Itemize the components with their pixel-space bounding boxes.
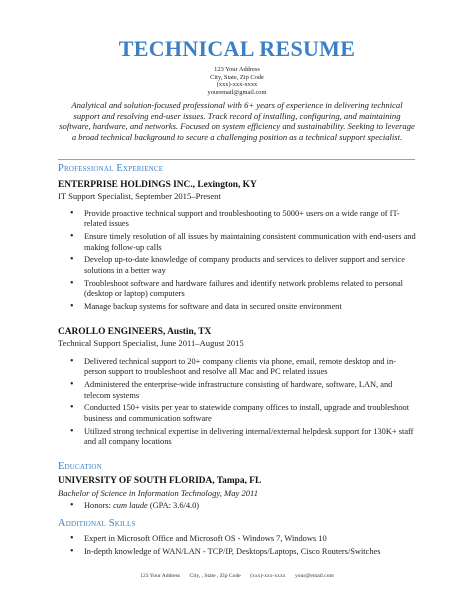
list-item: • Develop up-to-date knowledge of company products and services to deliver support and service solutions in a better way: [58, 255, 418, 276]
contact-block: [0, 66, 474, 96]
job-bullets: [58, 357, 418, 450]
list-item: • Administered the enterprise-wide infrastructure consisting of hardware, software, LAN, and telecom systems: [58, 380, 418, 401]
list-item: • Expert in Microsoft Office and Microsoft OS - Windows 7, Windows 10: [58, 534, 418, 544]
employer-name: ENTERPRISE HOLDINGS INC., Lexington, KY: [58, 180, 257, 190]
footer-city: City, , State , Zip Code: [189, 573, 241, 579]
job-role: Technical Support Specialist, June 2011–August 2015: [58, 338, 244, 348]
footer-email: your@email.com: [294, 573, 334, 579]
school-name: UNIVERSITY OF SOUTH FLORIDA, Tampa, FL: [58, 476, 262, 486]
header-divider: [58, 159, 415, 160]
skills-bullets: [58, 534, 418, 560]
contact-address: 123 Your Address: [214, 66, 260, 73]
employer-name: CAROLLO ENGINEERS, Austin, TX: [58, 327, 212, 337]
list-item: • Manage backup systems for software and data in secured onsite environment: [58, 302, 418, 312]
contact-phone: (xxx)-xxx-xxxx: [216, 81, 258, 89]
contact-email: youremail@gmail.com: [207, 88, 267, 96]
contact-city-line: City, State, Zip Code: [210, 73, 264, 81]
experience-heading: Professional Experience: [58, 163, 164, 174]
list-item: • Troubleshoot software and hardware failures and identify network problems related to personal (desktop or laptop) computers: [58, 279, 418, 300]
list-item: • Delivered technical support to 20+ company clients via phone, email, remote desktop and in-person support to troubleshoot and resolve all Mac and PC related issues: [58, 357, 418, 378]
list-item: • Ensure timely resolution of all issues by maintaining consistent communication with end-users and making follow-up calls: [58, 232, 418, 253]
education-heading: Education: [58, 461, 102, 472]
list-item: • Provide proactive technical support and troubleshooting to 5000+ users on a wide range of IT-related issues: [58, 209, 418, 230]
job-role: IT Support Specialist, September 2015–Present: [58, 191, 221, 201]
professional-summary: Analytical and solution-focused professional with 6+ years of experience in delivering technical support and resolving end-user issues. Track record of installing, configuring, and maintaining software, hardware, and networks. Focused on system efficiency and sustainability. Seeking to leverage a broad technical background to secure a challenging position as a technical support specialist.: [59, 100, 415, 142]
honors-value: cum laude: [113, 501, 148, 510]
page-footer: [0, 573, 474, 580]
list-item: [58, 501, 418, 511]
job-bullets: [58, 209, 418, 315]
degree: Bachelor of Science in Information Technology, May 2011: [58, 488, 259, 498]
honors-label: Honors:: [84, 501, 114, 510]
education-bullets: [58, 501, 418, 514]
skills-heading: Additional Skills: [58, 518, 136, 529]
footer-address: 123 Your Address: [140, 573, 181, 579]
list-item: • Conducted 150+ visits per year to statewide company offices to install, upgrade and troubleshoot business and communication software: [58, 403, 418, 424]
footer-phone: (xxx)-xxx-xxxx: [250, 573, 286, 579]
gpa: (GPA: 3.6/4.0): [147, 501, 200, 510]
resume-title: TECHNICAL RESUME: [118, 36, 356, 61]
list-item: • In-depth knowledge of WAN/LAN - TCP/IP, Desktops/Laptops, Cisco Routers/Switches: [58, 547, 418, 557]
list-item: • Utilized strong technical expertise in delivering internal/external helpdesk support for 130K+ staff and all company locations: [58, 427, 418, 448]
